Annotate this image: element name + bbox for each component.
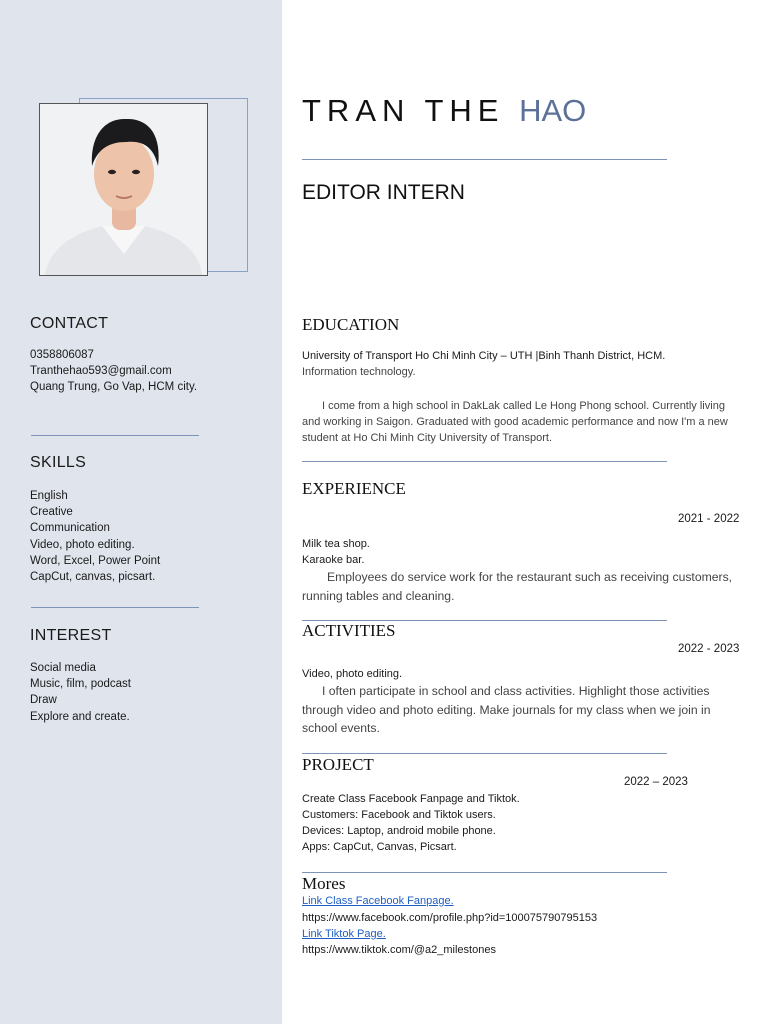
project-line: Devices: Laptop, android mobile phone.	[302, 825, 496, 837]
experience-description: Employees do service work for the restaurant such as receiving customers, running tables and cleaning.	[302, 570, 733, 603]
candidate-name	[302, 93, 586, 129]
person-portrait-icon	[40, 104, 207, 275]
major: Information technology.	[302, 366, 416, 378]
tiktok-url: https://www.tiktok.com/@a2_milestones	[302, 944, 496, 956]
activities-description: I often participate in school and class activities. Highlight those activities through video and photo editing. Make journals for my class when we join in school events.	[302, 684, 711, 735]
divider	[302, 753, 667, 754]
tiktok-page-link[interactable]: Link Tiktok Page.	[302, 928, 386, 940]
skill-item: Word, Excel, Power Point	[30, 554, 161, 567]
profile-photo	[39, 103, 208, 276]
skills-list	[30, 488, 160, 585]
job-title: EDITOR INTERN	[302, 181, 465, 204]
last-name: HAO	[519, 93, 587, 128]
interest-item: Explore and create.	[30, 710, 130, 723]
email-address: Tranthehao593@gmail.com	[30, 365, 172, 378]
experience-place: Karaoke bar.	[302, 554, 365, 566]
skill-item: Creative	[30, 506, 73, 519]
mores-heading: Mores	[302, 874, 346, 893]
divider	[302, 159, 667, 160]
project-line: Customers: Facebook and Tiktok users.	[302, 809, 496, 821]
skills-heading: SKILLS	[30, 454, 87, 471]
interest-item: Music, film, podcast	[30, 678, 131, 691]
activities-heading: ACTIVITIES	[302, 621, 396, 640]
skill-item: English	[30, 490, 68, 502]
interest-item: Draw	[30, 694, 57, 707]
experience-date: 2021 - 2022	[678, 513, 740, 525]
divider	[31, 607, 199, 608]
project-heading: PROJECT	[302, 755, 374, 774]
activity-title: Video, photo editing.	[302, 668, 403, 680]
phone-number: 0358806087	[30, 349, 94, 361]
school-name: University of Transport Ho Chi Minh City – UTH |Binh Thanh District, HCM.	[302, 350, 666, 362]
divider	[302, 461, 667, 462]
interest-item: Social media	[30, 662, 96, 674]
project-line: Create Class Facebook Fanpage and Tiktok.	[302, 793, 520, 805]
skill-item: CapCut, canvas, picsart.	[30, 571, 156, 584]
activities-date: 2022 - 2023	[678, 643, 740, 655]
experience-place: Milk tea shop.	[302, 538, 370, 550]
experience-heading: EXPERIENCE	[302, 479, 406, 498]
divider	[302, 872, 667, 873]
interest-list	[30, 660, 131, 725]
education-description: I come from a high school in DakLak called Le Hong Phong school. Currently living and working in Saigon. Graduated with good academic performance and now I'm a new student at Ho Chi Minh City University of Transport.	[302, 400, 728, 444]
skill-item: Communication	[30, 522, 110, 535]
contact-list	[30, 347, 197, 396]
facebook-url: https://www.facebook.com/profile.php?id=100075790795153	[302, 912, 598, 924]
contact-heading: CONTACT	[30, 315, 109, 332]
facebook-fanpage-link[interactable]: Link Class Facebook Fanpage.	[302, 895, 454, 907]
interest-heading: INTEREST	[30, 627, 112, 644]
first-names: TRAN THE	[302, 93, 505, 128]
home-address: Quang Trung, Go Vap, HCM city.	[30, 381, 198, 394]
skill-item: Video, photo editing.	[30, 538, 135, 551]
divider	[31, 435, 199, 436]
project-line: Apps: CapCut, Canvas, Picsart.	[302, 841, 457, 853]
education-heading: EDUCATION	[302, 315, 400, 334]
project-date: 2022 – 2023	[624, 776, 688, 788]
